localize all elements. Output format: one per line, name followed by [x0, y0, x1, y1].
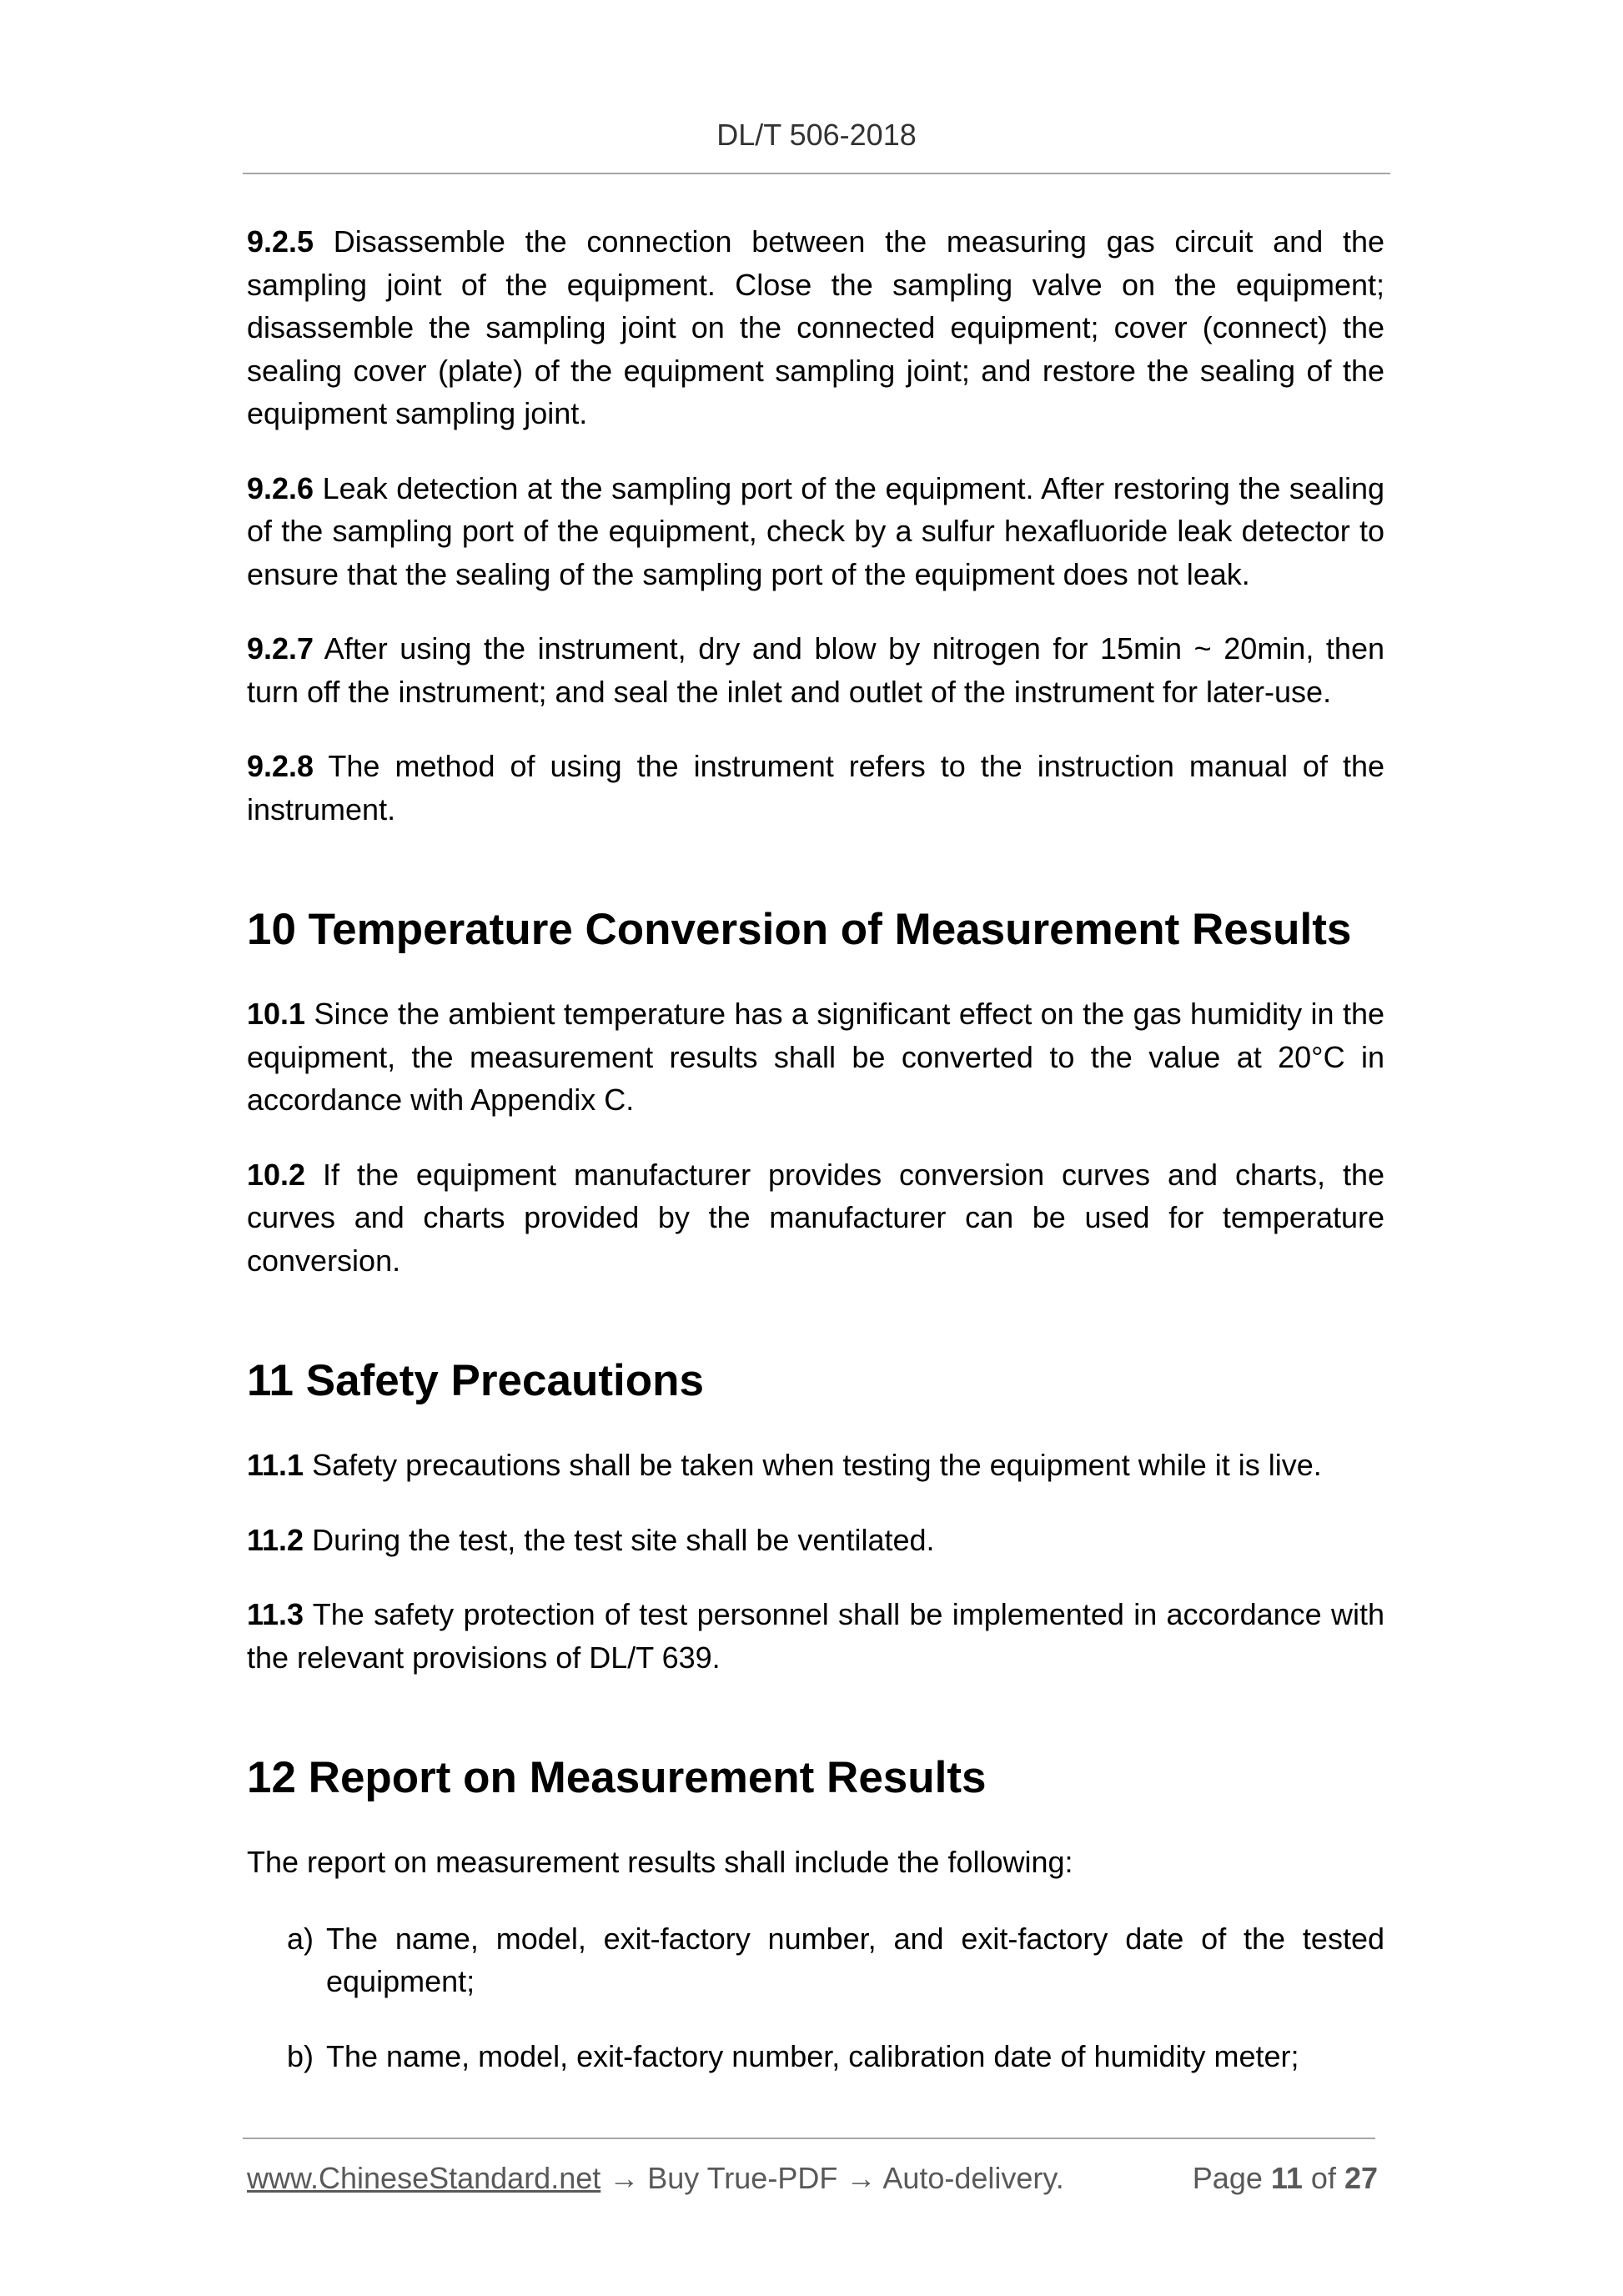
clause-text: Disassemble the connection between the measuring gas circuit and the sampling joint of the equipment. Close the sampling valve on the equipment; disassemble the sampling joint on the connected equipment; cover (connect) the sealing cover (plate) of the equipment sampling joint; and restore the sealing of the equipment sampling joint.	[247, 224, 1384, 430]
clause-9-2-8	[247, 745, 1384, 831]
clause-text: During the test, the test site shall be ventilated.	[304, 1522, 935, 1557]
section-heading-10: 10 Temperature Conversion of Measurement Results	[247, 905, 1352, 954]
clause-11-1	[247, 1444, 1384, 1487]
page-indicator	[1193, 2158, 1378, 2198]
document-header	[243, 115, 1390, 155]
clause-text: If the equipment manufacturer provides conversion curves and charts, the curves and charts provided by the manufacturer can be used for temperature conversion.	[247, 1157, 1384, 1278]
clause-number: 9.2.5	[247, 224, 314, 259]
clause-text: Since the ambient temperature has a significant effect on the gas humidity in the equipment, the measurement results shall be converted to the value at 20°C in accordance with Appendix C.	[247, 997, 1384, 1117]
clause-text: Leak detection at the sampling port of the equipment. After restoring the sealing of the sampling port of the equipment, check by a sulfur hexafluoride leak detector to ensure that the sealing of the sampling port of the equipment does not leak.	[247, 470, 1384, 591]
footer-promo	[247, 2158, 1064, 2198]
clause-9-2-6	[247, 467, 1384, 596]
clause-11-3	[247, 1593, 1384, 1679]
clause-9-2-7	[247, 627, 1384, 713]
section-heading-11: 11 Safety Precautions	[247, 1356, 704, 1405]
list-item-text: The name, model, exit-factory number, calibration date of humidity meter;	[326, 2038, 1299, 2073]
clause-10-1	[247, 992, 1384, 1122]
clause-9-2-5	[247, 220, 1384, 435]
clause-text: The safety protection of test personnel shall be implemented in accordance with the relevant provisions of DL/T 639.	[247, 1597, 1384, 1675]
section-heading-12: 12 Report on Measurement Results	[247, 1753, 987, 1802]
report-intro: The report on measurement results shall include the following:	[247, 1845, 1073, 1879]
clause-10-2	[247, 1153, 1384, 1283]
footer-divider	[243, 2138, 1375, 2139]
clause-text: Safety precautions shall be taken when testing the equipment while it is live.	[304, 1448, 1322, 1482]
clause-number: 10.1	[247, 997, 306, 1031]
chinesestandard-link[interactable]: www.ChineseStandard.net	[247, 2161, 601, 2195]
list-item-text: The name, model, exit-factory number, and exit-factory date of the tested equipment;	[326, 1921, 1384, 1998]
clause-number: 9.2.6	[247, 470, 314, 505]
list-marker: b)	[287, 2038, 314, 2073]
clause-number: 11.1	[247, 1448, 304, 1482]
clause-number: 10.2	[247, 1157, 306, 1192]
clause-number: 11.2	[247, 1522, 304, 1557]
clause-text: After using the instrument, dry and blow by nitrogen for 15min ~ 20min, then turn off the instrument; and seal the inlet and outlet of the instrument for later-use.	[247, 631, 1384, 709]
page-label: Page	[1192, 2161, 1271, 2195]
clause-number: 9.2.8	[247, 749, 314, 783]
clause-number: 11.3	[247, 1597, 304, 1631]
page-content	[247, 220, 1384, 2109]
footer-promo-text: → Buy True-PDF → Auto-delivery.	[600, 2161, 1064, 2195]
page-of: of	[1302, 2161, 1344, 2195]
list-marker: a)	[287, 1921, 314, 1956]
header-divider	[243, 173, 1390, 174]
clause-number: 9.2.7	[247, 631, 314, 666]
list-item	[247, 2035, 1384, 2078]
clause-text: The method of using the instrument refers to the instruction manual of the instrument.	[247, 749, 1384, 826]
page-total: 27	[1344, 2161, 1378, 2195]
clause-11-2	[247, 1519, 1384, 1562]
document-code: DL/T 506-2018	[716, 118, 917, 152]
page-current: 11	[1270, 2161, 1303, 2195]
list-item	[247, 1917, 1384, 2003]
